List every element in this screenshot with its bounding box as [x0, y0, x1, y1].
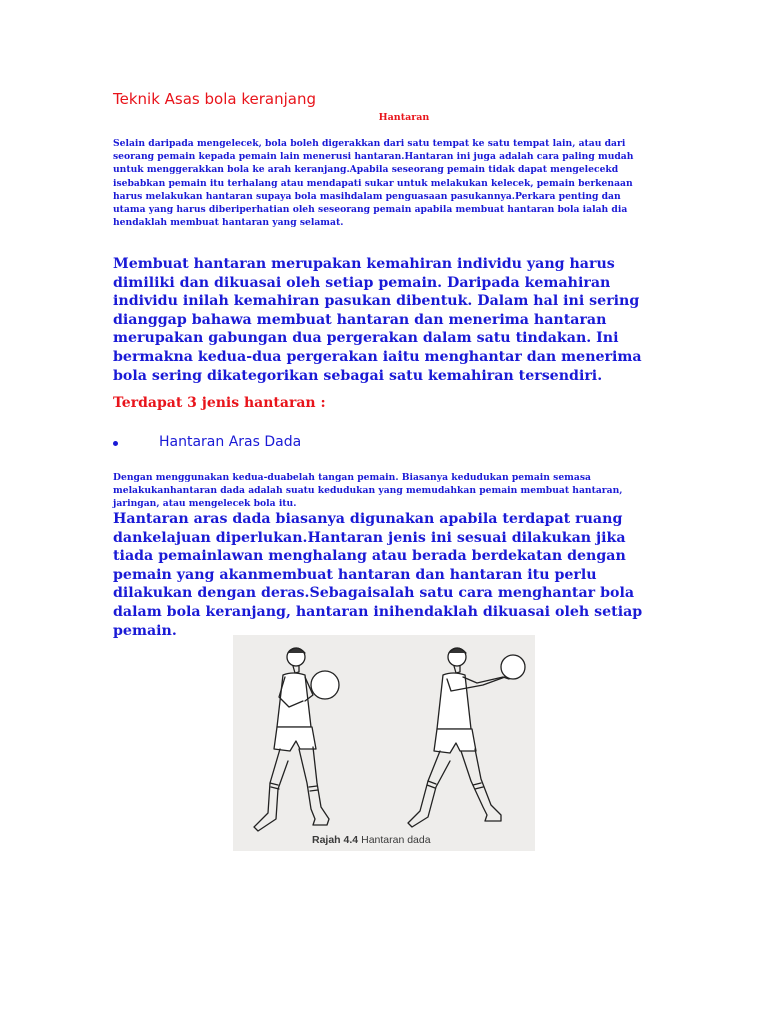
bullet-icon	[113, 441, 118, 446]
section-heading: Terdapat 3 jenis hantaran :	[113, 395, 326, 411]
bullet-list-item	[113, 434, 513, 454]
player-figure-passing	[408, 648, 525, 827]
chest-pass-illustration	[233, 635, 535, 851]
figure-caption	[312, 834, 431, 846]
figure-caption-text: Hantaran dada	[361, 834, 431, 846]
intro-paragraph: Selain daripada mengelecek, bola boleh digerakkan dari satu tempat ke satu tempat lain, atau dari seorang pemain kepada pemain lain menerusi hantaran.Hantaran ini juga adalah cara paling mudah untuk menggerakkan bola ke arah keranjang.Apabila seseorang pemain tidak dapat mengelecekd isebabkan pemain itu terhalang atau mendapati sukar untuk melakukan kelecek, pemain berkenaan harus melakukan hantaran supaya bola masihdalam penguasaan pasukannya.Perkara penting dan utama yang harus diberiperhatian oleh seseorang pemain apabila membuat hantaran bola ialah dia hendaklah membuat hantaran yang selamat.	[113, 138, 634, 229]
chest-pass-usage-paragraph: Hantaran aras dada biasanya digunakan apabila terdapat ruang dankelajuan diperlukan.Hantaran jenis ini sesuai dilakukan jika tiada pemainlawan menghalang atau berada berdekatan dengan pemain yang akanmembuat hantaran dan hantaran itu perlu dilakukan dengan deras.Sebagaisalah satu cara menghantar bola dalam bola keranjang, hantaran inihendaklah dikuasai oleh setiap pemain.	[113, 511, 643, 639]
bullet-item-label: Hantaran Aras Dada	[159, 434, 302, 450]
document-title: Teknik Asas bola keranjang	[113, 90, 316, 108]
chest-pass-figure	[233, 635, 535, 851]
document-subtitle: Hantaran	[378, 112, 430, 123]
passing-skill-paragraph: Membuat hantaran merupakan kemahiran individu yang harus dimiliki dan dikuasai oleh setiap pemain. Daripada kemahiran individu inilah kemahiran pasukan dibentuk. Dalam hal ini sering dianggap bahawa membuat hantaran dan menerima hantaran merupakan gabungan dua pergerakan dalam satu tindakan. Ini bermakna kedua-dua pergerakan iaitu menghantar dan menerima bola sering dikategorikan sebagai satu kemahiran tersendiri.	[113, 256, 642, 384]
figure-caption-number: Rajah 4.4	[312, 834, 359, 846]
chest-pass-description: Dengan menggunakan kedua-duabelah tangan pemain. Biasanya kedudukan pemain semasa melakukanhantaran dada adalah suatu kedudukan yang memudahkan pemain membuat hantaran, jaringan, atau mengelecek bola itu.	[113, 472, 623, 510]
player-figure-holding	[254, 648, 339, 831]
